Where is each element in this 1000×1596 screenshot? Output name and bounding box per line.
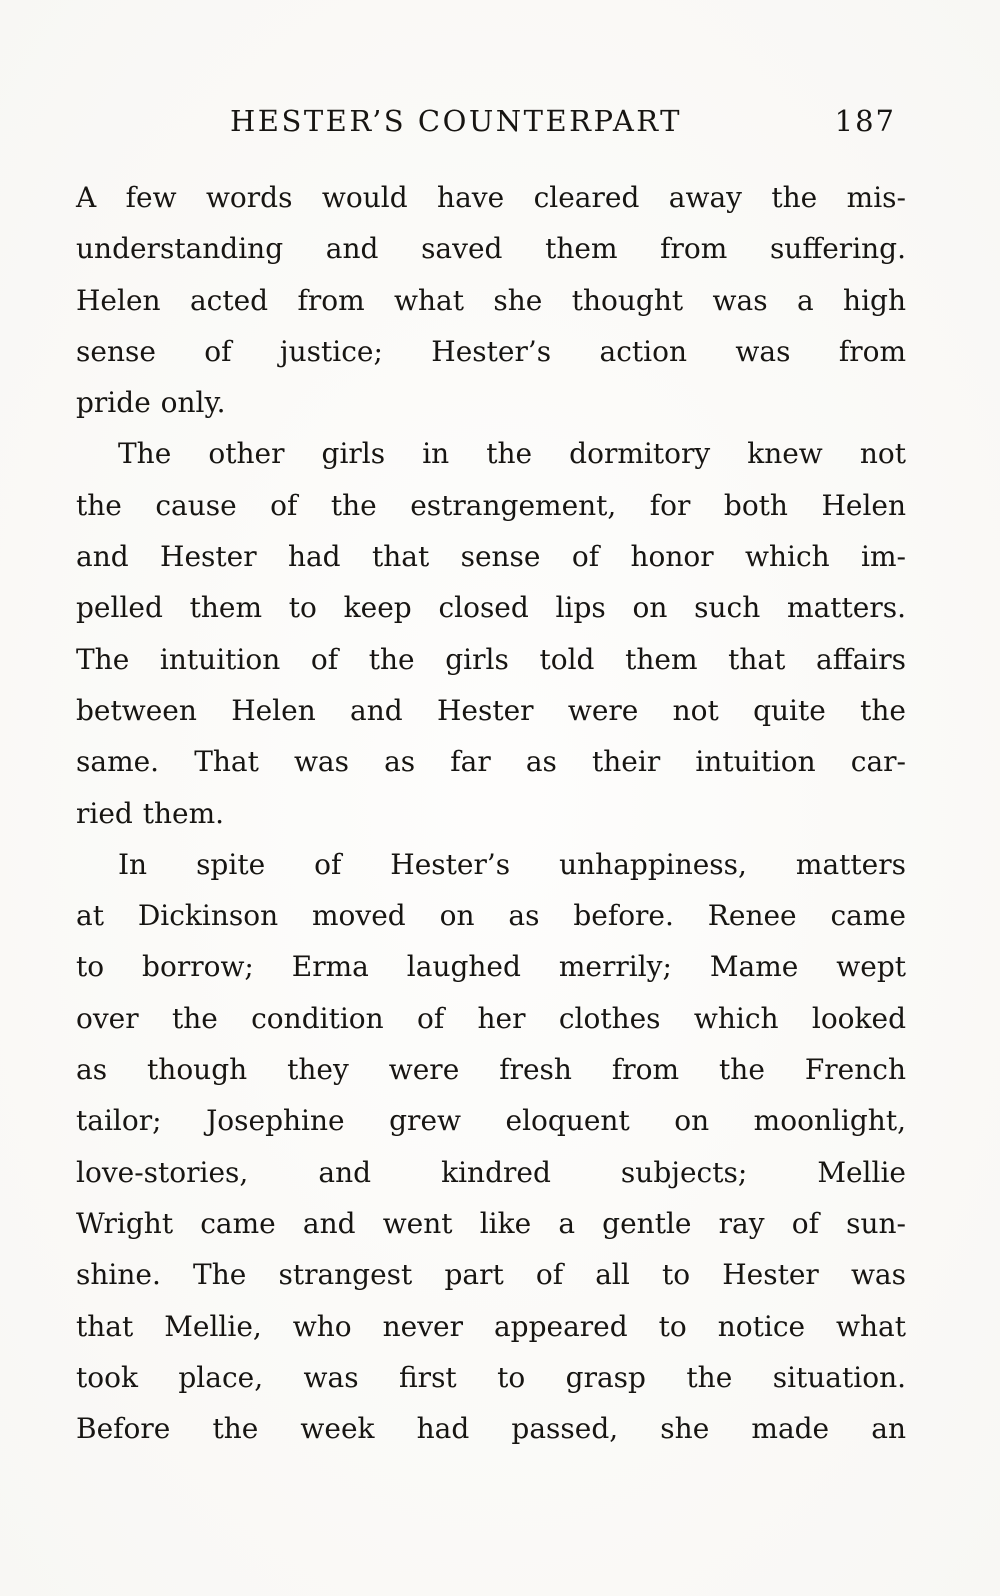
text-line: The other girls in the dormitory knew not <box>118 437 906 471</box>
text-line: between Helen and Hester were not quite the <box>76 693 906 727</box>
text-line: that Mellie, who never appeared to notice what <box>76 1309 906 1343</box>
paragraph <box>76 428 906 838</box>
page-body <box>76 172 906 1454</box>
paragraph <box>76 172 906 428</box>
text-line: same. That was as far as their intuition car- <box>76 745 906 779</box>
text-line: pelled them to keep closed lips on such matters. <box>76 591 906 625</box>
text-line: The intuition of the girls told them that affairs <box>76 642 906 676</box>
paragraph <box>76 839 906 1455</box>
text-line: Before the week had passed, she made an <box>76 1412 906 1446</box>
text-line: tailor; Josephine grew eloquent on moonlight, <box>76 1104 906 1138</box>
text-line: Helen acted from what she thought was a high <box>76 283 906 317</box>
text-line: Wright came and went like a gentle ray of sun- <box>76 1206 906 1240</box>
text-line: A few words would have cleared away the mis- <box>76 181 906 214</box>
text-line: at Dickinson moved on as before. Renee came <box>76 899 906 933</box>
page-content <box>76 98 906 1454</box>
text-line: to borrow; Erma laughed merrily; Mame wept <box>76 950 906 984</box>
chapter-title: HESTER’S COUNTERPART <box>230 104 682 138</box>
text-line: and Hester had that sense of honor which im- <box>76 540 906 574</box>
running-head <box>76 98 906 144</box>
text-line: took place, was first to grasp the situation. <box>76 1360 906 1394</box>
text-line: pride only. <box>76 386 226 420</box>
text-line: love-stories, and kindred subjects; Mellie <box>76 1155 906 1189</box>
text-line: In spite of Hester’s unhappiness, matters <box>118 847 906 881</box>
text-line: as though they were fresh from the French <box>76 1053 906 1087</box>
text-line: understanding and saved them from suffering. <box>76 232 906 266</box>
text-line: ried them. <box>76 796 225 830</box>
text-line: the cause of the estrangement, for both Helen <box>76 488 906 522</box>
text-line: sense of justice; Hester’s action was from <box>76 334 906 368</box>
page-number: 187 <box>834 104 896 138</box>
text-line: over the condition of her clothes which looked <box>76 1001 906 1035</box>
text-line: shine. The strangest part of all to Hester was <box>76 1258 906 1292</box>
